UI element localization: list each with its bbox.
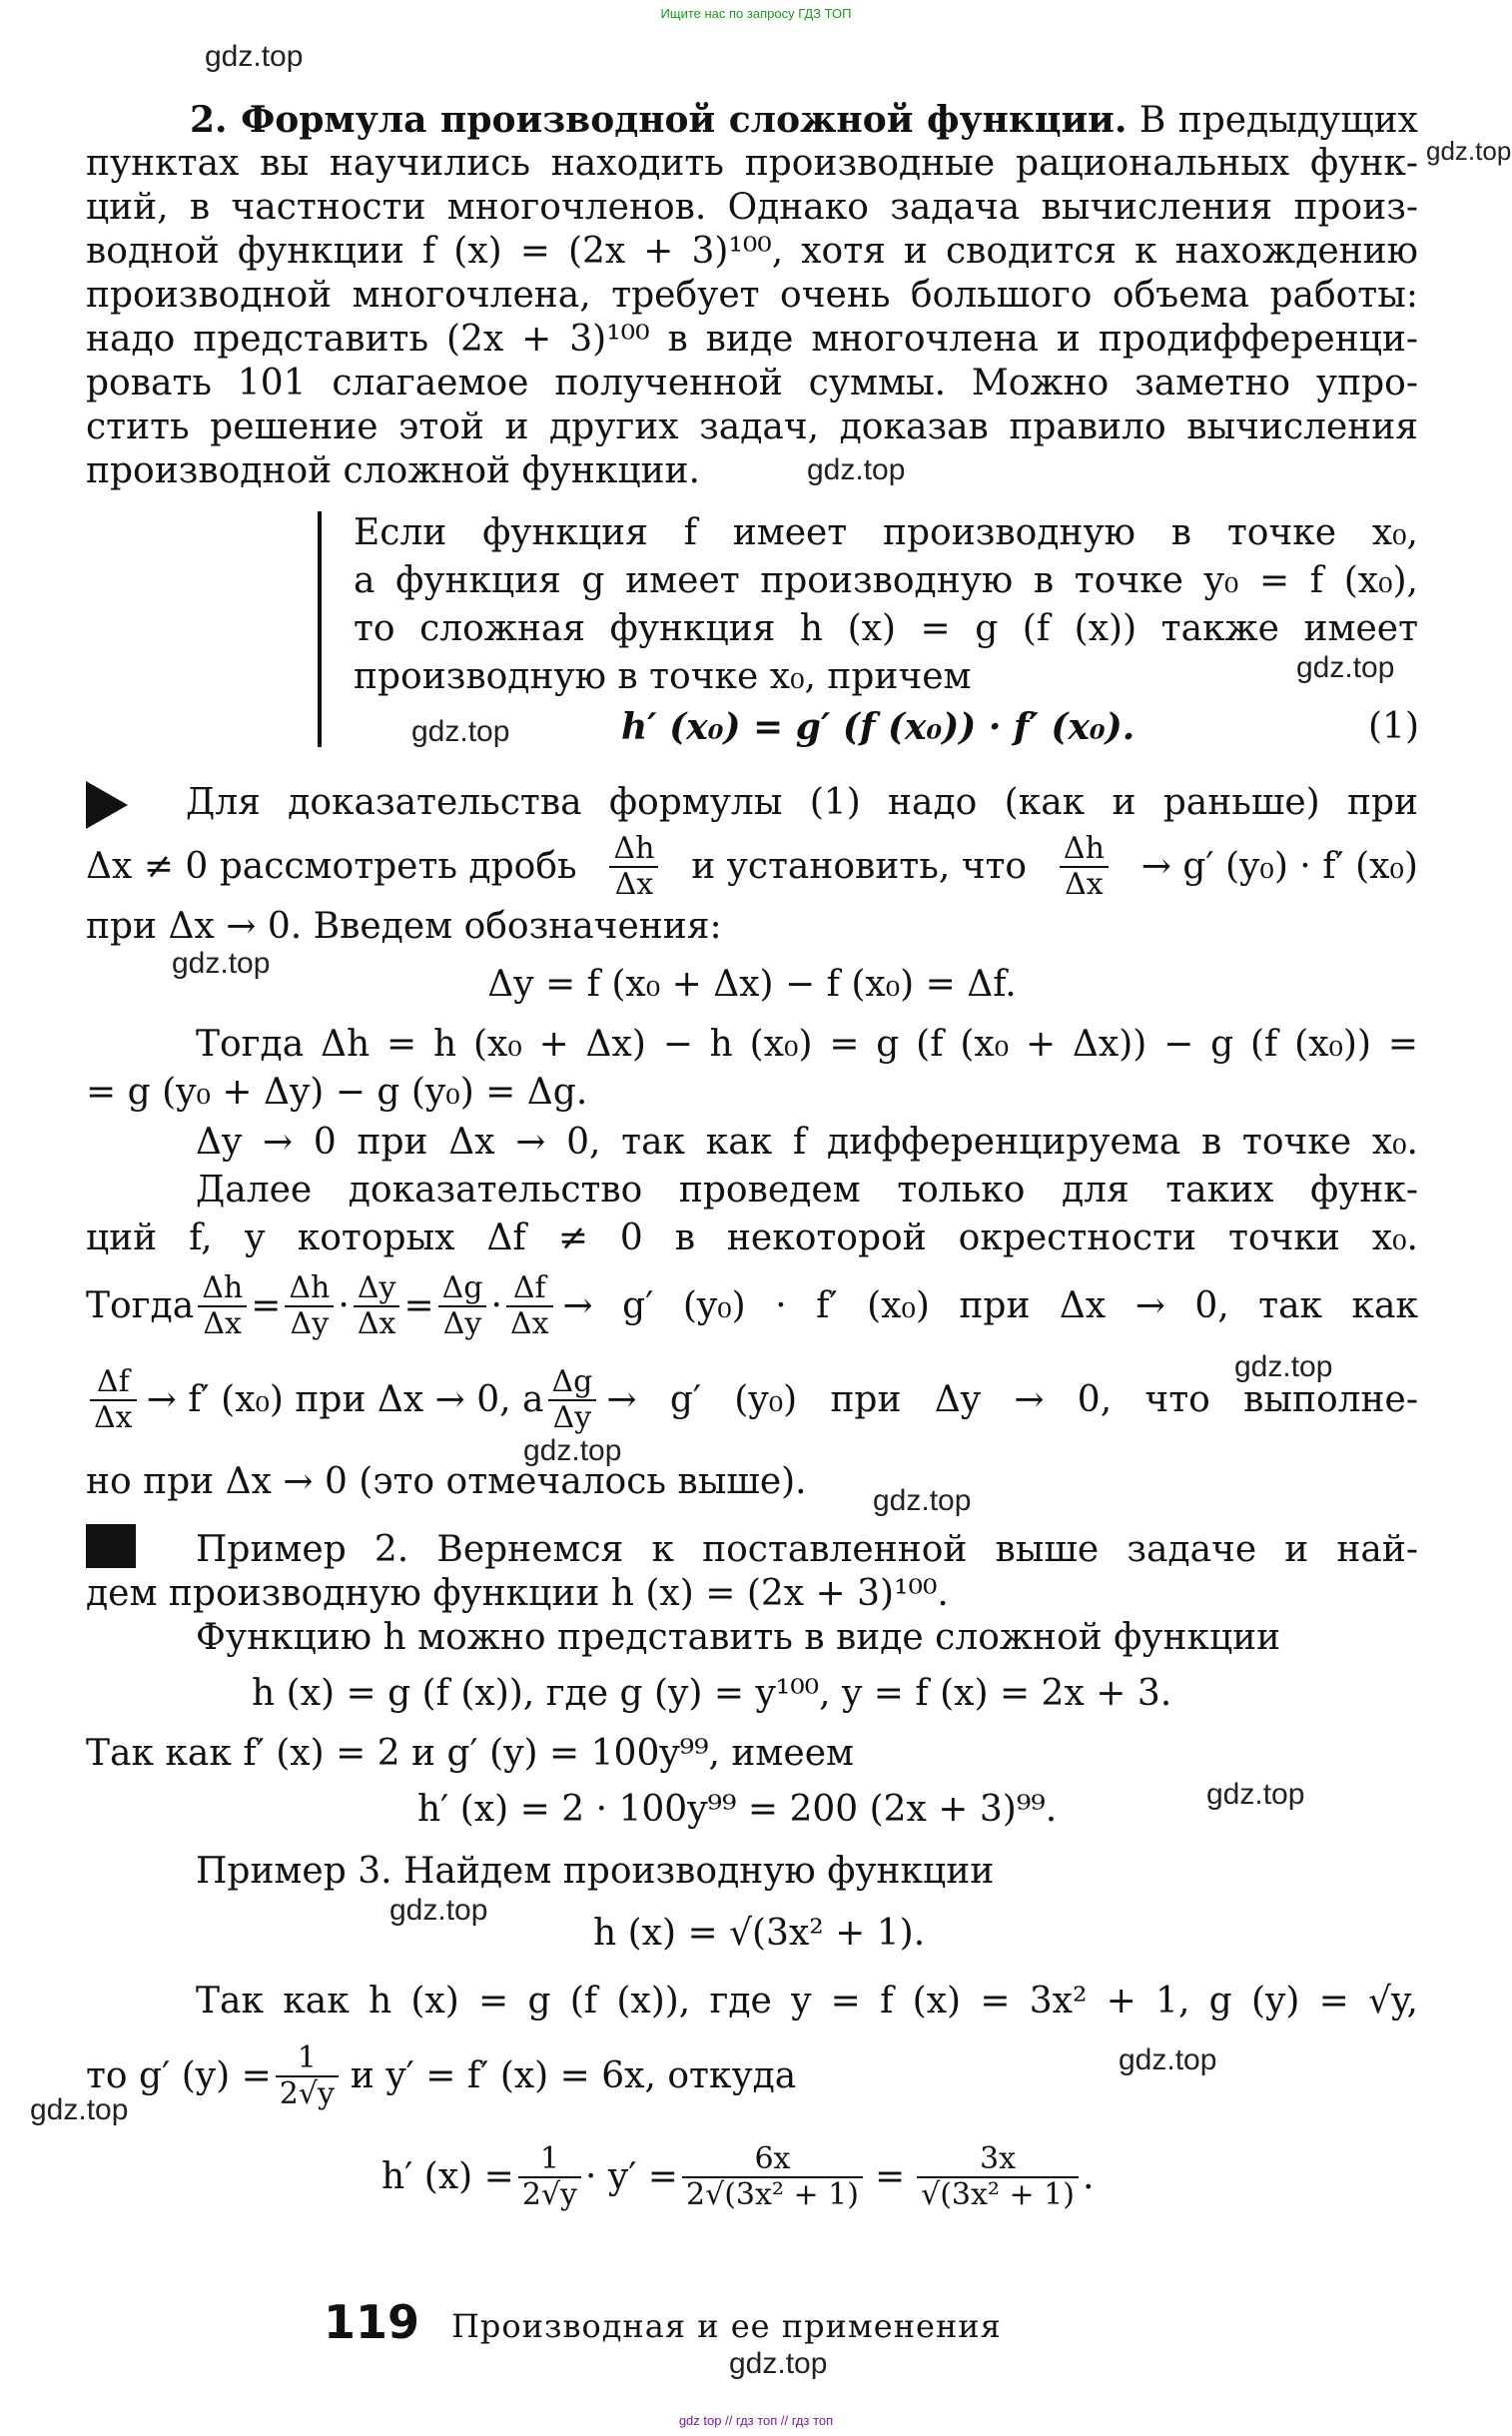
proof-text: Тогда <box>86 1285 195 1326</box>
watermark: gdz.top <box>411 715 510 748</box>
fraction-dg-dy <box>438 1271 487 1341</box>
frac-den: Δx <box>203 1306 242 1341</box>
proof-line: Тогда Δh = h (x₀ + Δx) − h (x₀) = g (f (x₀ + Δx)) − g (f (x₀)) = <box>196 1024 1418 1065</box>
example-line: Функцию h можно представить в виде сложной функции <box>196 1617 1281 1658</box>
watermark: gdz.top <box>873 1484 972 1517</box>
paragraph-line: производной сложной функции. <box>86 450 700 491</box>
frac-num: 6x <box>682 2142 863 2178</box>
frac-den: 2√(3x² + 1) <box>685 2177 859 2212</box>
example-line: Так как h (x) = g (f (x)), где y = f (x) = 3x² + 1, g (y) = √y, <box>196 1981 1418 2022</box>
proof-text: → g′ (y₀) · f′ (x₀) <box>1140 846 1418 887</box>
frac-num: Δf <box>90 1365 137 1401</box>
fraction-df-dx <box>506 1271 553 1341</box>
proof-line <box>86 1360 1418 1440</box>
fraction-3x <box>917 2142 1079 2212</box>
proof-line: ций f, у которых Δf ≠ 0 в некоторой окрестности точки x₀. <box>86 1218 1418 1258</box>
equation-dy: Δy = f (x₀ + Δx) − f (x₀) = Δf. <box>487 964 1017 1005</box>
example-line <box>86 2031 796 2121</box>
frac-num: Δg <box>548 1365 597 1401</box>
proof-start-marker <box>86 781 128 829</box>
watermark: gdz.top <box>729 2347 828 2380</box>
watermark: gdz.top <box>523 1434 622 1467</box>
paragraph-line: водной функции f (x) = (2x + 3)¹⁰⁰, хотя и сводится к нахождению <box>86 231 1418 272</box>
top-note: Ищите нас по запросу ГДЗ ТОП <box>660 6 852 21</box>
watermark: gdz.top <box>389 1894 488 1927</box>
frac-den: √(3x² + 1) <box>921 2177 1075 2212</box>
section-intro-start: В предыдущих <box>1138 100 1418 141</box>
proof-text: и установить, что <box>691 846 1028 887</box>
frac-den: Δx <box>509 1306 549 1341</box>
example-text: и y′ = f′ (x) = 6x, откуда <box>350 2055 797 2096</box>
theorem-line: а функция g имеет производную в точке y₀ = f (x₀), <box>354 560 1418 601</box>
equals-sign: = <box>251 1285 282 1326</box>
bottom-note: gdz top // гдз топ // гдз топ <box>678 2413 834 2428</box>
example-line: Пример 2. Вернемся к поставленной выше задаче и най- <box>196 1529 1418 1570</box>
frac-den: Δx <box>1065 867 1104 902</box>
frac-den: Δy <box>442 1306 482 1341</box>
proof-text: → g′ (y₀) · f′ (x₀) при Δx → 0, так как <box>562 1285 1418 1326</box>
proof-text: Δx ≠ 0 рассмотреть дробь <box>86 846 577 887</box>
frac-den: Δx <box>94 1400 133 1435</box>
fraction-df-dx <box>90 1365 137 1435</box>
frac-den: 2√y <box>521 2177 577 2212</box>
proof-line: при Δx → 0. Введем обозначения: <box>86 906 722 947</box>
page-number: 119 <box>324 2295 420 2349</box>
frac-num: Δh <box>1060 832 1109 868</box>
watermark: gdz.top <box>1206 1778 1305 1811</box>
frac-den: Δy <box>552 1400 592 1435</box>
watermark: gdz.top <box>1119 2043 1217 2076</box>
frac-num: Δf <box>506 1271 553 1307</box>
watermark: gdz.top <box>1296 651 1395 684</box>
paragraph-line: производной многочлена, требует очень большого объема работы: <box>86 275 1418 316</box>
proof-line: = g (y₀ + Δy) − g (y₀) = Δg. <box>86 1072 588 1113</box>
proof-line: Для доказательства формулы (1) надо (как и раньше) при <box>186 782 1418 823</box>
watermark: gdz.top <box>172 947 271 980</box>
example-line: Пример 3. Найдем производную функции <box>196 1851 995 1892</box>
proof-line: Δy → 0 при Δx → 0, так как f дифференцируема в точке x₀. <box>196 1122 1418 1163</box>
example-formula: h (x) = √(3x² + 1). <box>593 1913 926 1954</box>
fraction-dh-dx <box>198 1271 247 1341</box>
frac-den: Δx <box>614 867 654 902</box>
section-first-line <box>190 98 1418 143</box>
paragraph-line: пунктах вы научились находить производные рациональных функ- <box>86 143 1418 184</box>
multiply-dot: · <box>490 1285 502 1326</box>
fraction-dh-dx <box>609 832 658 902</box>
frac-num: 1 <box>276 2041 339 2077</box>
theorem-bar <box>318 511 322 747</box>
frac-num: Δy <box>354 1271 400 1307</box>
proof-line: но при Δx → 0 (это отмечалось выше). <box>86 1461 807 1502</box>
fraction-one-over-2sqrty <box>276 2041 339 2111</box>
example-text: то g′ (y) = <box>86 2055 272 2096</box>
paragraph-line: надо представить (2x + 3)¹⁰⁰ в виде многочлена и продифференци- <box>86 319 1418 360</box>
watermark: gdz.top <box>807 453 906 486</box>
paragraph-line: ровать 101 слагаемое полученной суммы. Можно заметно упро- <box>86 363 1418 404</box>
formula-text: h′ (x) = <box>381 2156 514 2197</box>
frac-num: 1 <box>518 2142 581 2178</box>
frac-num: Δh <box>198 1271 247 1307</box>
frac-num: 3x <box>917 2142 1079 2178</box>
proof-text: → f′ (x₀) при Δx → 0, а <box>146 1379 544 1420</box>
frac-den: Δy <box>290 1306 330 1341</box>
fraction-dh-dx <box>1060 832 1109 902</box>
formula-text: · y′ = <box>584 2156 678 2197</box>
section-heading: 2. Формула производной сложной функции. <box>190 99 1128 141</box>
fraction-dg-dy <box>548 1365 597 1435</box>
formula-number: (1) <box>1368 706 1419 747</box>
frac-den: Δx <box>357 1306 396 1341</box>
fraction-6x <box>682 2142 863 2212</box>
watermark: gdz.top <box>30 2093 129 2126</box>
example-marker <box>86 1524 136 1568</box>
example-formula: h′ (x) = 2 · 100y⁹⁹ = 200 (2x + 3)⁹⁹. <box>417 1789 1058 1830</box>
frac-num: Δh <box>609 832 658 868</box>
multiply-dot: · <box>338 1285 350 1326</box>
final-formula <box>381 2127 1094 2227</box>
frac-num: Δg <box>438 1271 487 1307</box>
fraction-dh-dy <box>285 1271 334 1341</box>
period: . <box>1082 2156 1095 2197</box>
fraction-one-over-2sqrty <box>518 2142 581 2212</box>
watermark: gdz.top <box>1234 1350 1333 1383</box>
proof-line: Далее доказательство проведем только для таких функ- <box>196 1170 1418 1211</box>
example-line: дем производную функции h (x) = (2x + 3)¹⁰⁰. <box>86 1573 949 1614</box>
fraction-dy-dx <box>354 1271 400 1341</box>
theorem-line: Если функция f имеет производную в точке x₀, <box>354 512 1418 553</box>
example-line: Так как f′ (x) = 2 и g′ (y) = 100y⁹⁹, имеем <box>86 1733 855 1774</box>
proof-line <box>86 1266 1418 1346</box>
theorem-line: производную в точке x₀, причем <box>354 656 972 697</box>
theorem-line: то сложная функция h (x) = g (f (x)) также имеет <box>354 608 1418 649</box>
frac-num: Δh <box>285 1271 334 1307</box>
proof-text: → g′ (y₀) при Δy → 0, что выполне- <box>606 1379 1418 1420</box>
frac-den: 2√y <box>279 2076 335 2111</box>
example-formula: h (x) = g (f (x)), где g (y) = y¹⁰⁰, y = f (x) = 2x + 3. <box>252 1673 1172 1714</box>
proof-line <box>86 827 1418 907</box>
running-title: Производная и ее применения <box>451 2307 1002 2345</box>
watermark: gdz.top <box>1426 136 1512 166</box>
paragraph-line: ций, в частности многочленов. Однако задача вычисления произ- <box>86 187 1418 228</box>
watermark: gdz.top <box>205 40 304 73</box>
theorem-formula: h′ (x₀) = g′ (f (x₀)) · f′ (x₀). <box>621 706 1135 748</box>
equals-sign: = <box>874 2156 906 2197</box>
equals-sign: = <box>403 1285 434 1326</box>
paragraph-line: стить решение этой и других задач, доказав правило вычисления <box>86 406 1418 447</box>
